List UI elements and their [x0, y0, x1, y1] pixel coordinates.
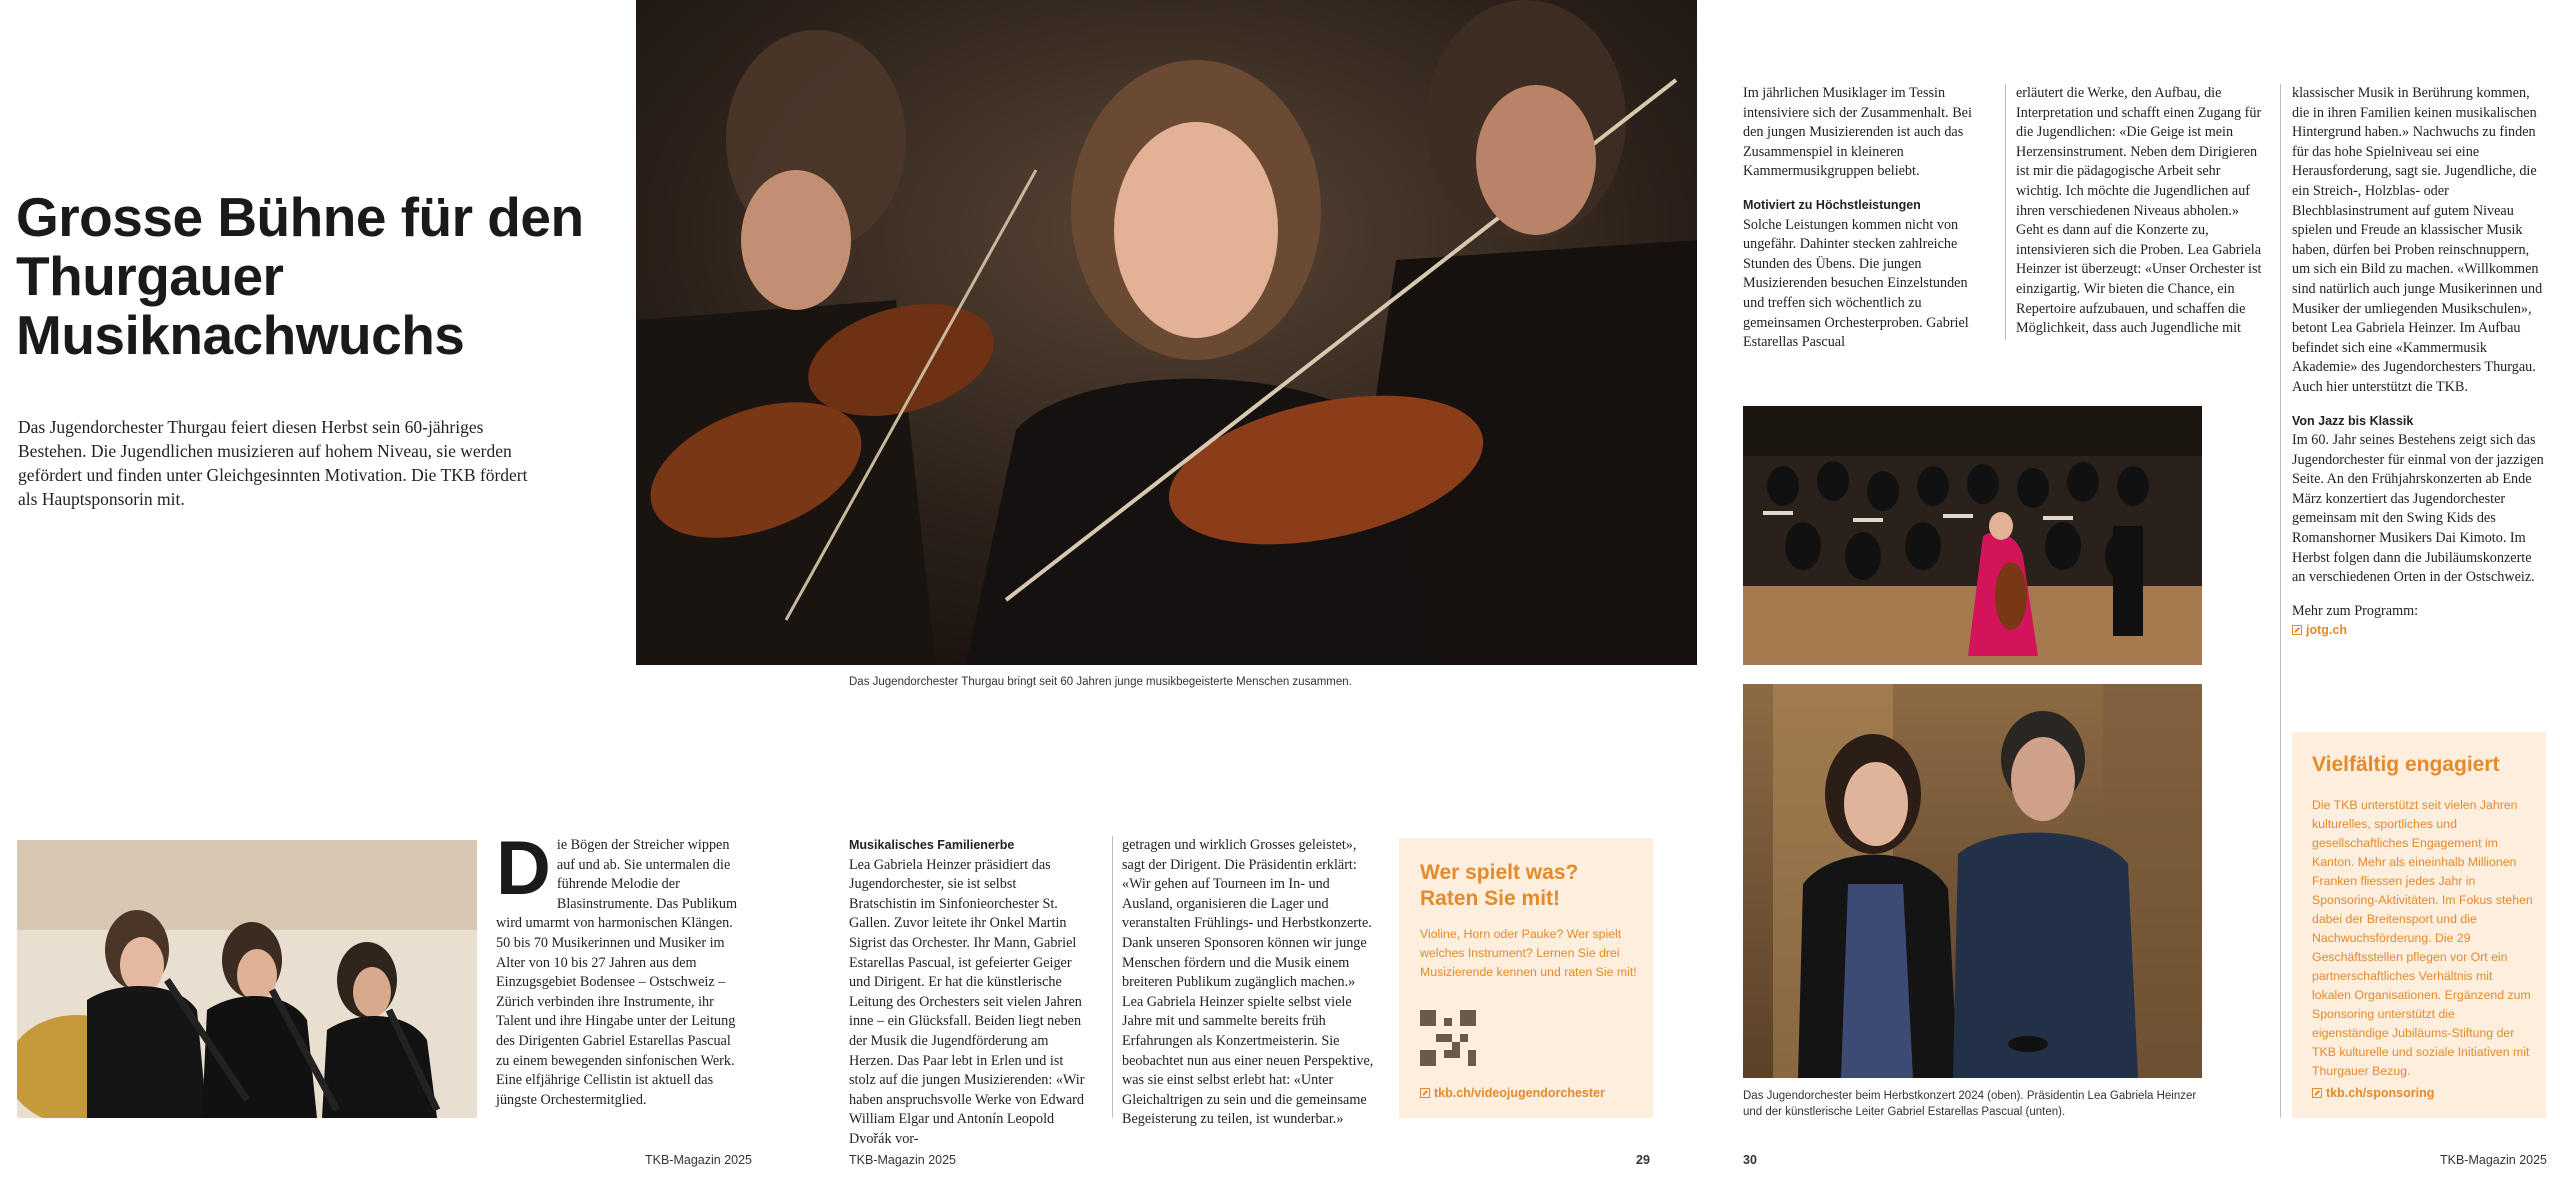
- body-column-5: [2016, 84, 2265, 339]
- heading-hoechstleistungen: Motiviert zu Höchstleistungen: [1743, 197, 1921, 212]
- footer-magazine-left: TKB-Magazin 2025: [645, 1153, 753, 1167]
- quiz-box-body: Violine, Horn oder Pauke? Wer spielt welches Instrument? Lernen Sie drei Musizierende kennen und raten Sie mit!: [1420, 927, 1637, 979]
- page-number-left: 29: [1636, 1153, 1650, 1167]
- body-column-6-text: klassischer Musik in Berührung kommen, die in ihren Familien keinen musikalischen Hintergrund haben.» Nachwuchs zu finden für das hohe Spielniveau sei eine Herausforderung, sagt sie. Jugendliche, die ein Streich-, Holzblas- oder Blechblasinstrument auf gutem Niveau spielen und Freude an klassischer Musik haben, dürfen bei Proben reinschnuppern, um sich ein Bild zu machen. «Willkommen sind natürlich auch junge Musikerinnen und Musiker der umliegenden Musikschulen», betont Lea Gabriela Heinzer. Im Aufbau befindet sich eine «Kammermusik Akademie» des Jugendorchesters Thurgau. Auch hier unterstützt die TKB.: [2292, 85, 2543, 395]
- body-column-4-text: Solche Leistungen kommen nicht von ungefähr. Dahinter stecken zahlreiche Stunden des Übens. Die jungen Musizierenden besuchen Einzelstunden und treffen sich wöchentlich zu gemeinsamen Orchesterproben. Gabriel Estarellas Pascual: [1743, 216, 1969, 351]
- heading-familienerbe: Musikalisches Familienerbe: [849, 838, 1015, 852]
- engaged-box-link-text[interactable]: tkb.ch/sponsoring: [2326, 1086, 2435, 1100]
- clarinet-photo: [17, 840, 477, 1118]
- body-column-4-intro: Im jährlichen Musiklager im Tessin intensiviere sich der Zusammenhalt. Bei den jungen Musizierenden ist auch das Zusammenspiel in kleineren Kammermusikgruppen beliebt.: [1743, 85, 1972, 180]
- main-photo-caption: Das Jugendorchester Thurgau bringt seit 60 Jahren junge musikbegeisterte Menschen zusammen.: [849, 676, 1352, 688]
- article-title: Grosse Bühne für den Thurgauer Musiknachwuchs: [16, 186, 584, 366]
- engaged-box-link[interactable]: [2312, 1086, 2434, 1100]
- body-column-1-text: ie Bögen der Streicher wippen auf und ab. Sie untermalen die führende Melodie der Blasinstrumente. Das Publikum wird umarmt von harmonischen Klängen. 50 bis 70 Musikerinnen und Musiker im Alter von 10 bis 27 Jahren aus dem Einzugsgebiet Bodensee – Ostschweiz – Zürich verbinden ihre Instrumente, ihr Talent und ihre Hingabe unter der Leitung des Dirigenten Gabriel Estarellas Pascual zu einem bewegenden sinfonischen Werk. Eine elfjährige Cellistin ist aktuell das jüngste Orchestermitglied.: [496, 837, 737, 1108]
- body-column-1: [496, 826, 738, 1110]
- article-lead: Das Jugendorchester Thurgau feiert diesen Herbst sein 60-jähriges Bestehen. Die Jugendlichen musizieren auf hohem Niveau, sie werden gefördert und finden unter Gleichgesinnten Motivation. Die TKB fördert als Hauptsponsorin mit.: [18, 417, 528, 509]
- column-divider: [1112, 836, 1113, 1118]
- footer-magazine-right: TKB-Magazin 2025: [2440, 1153, 2548, 1167]
- more-program-label: Mehr zum Programm:: [2292, 602, 2419, 619]
- body-column-5-text: erläutert die Werke, den Aufbau, die Interpretation und schafft einen Zugang für die Jugendlichen: «Die Geige ist mein Herzensinstrument. Neben dem Dirigieren ist mir die pädagogische Arbeit sehr wichtig. Ich möchte die Jugendlichen auf ihren verschiedenen Niveaus abholen.» Geht es dann auf die Konzerte zu, intensivieren sich die Proben. Lea Gabriela Heinzer ist überzeugt: «Unser Orchester ist einzigartig. Wir bieten die Chance, ein Repertoire aufzubauen, und schaffen die Möglichkeit, dass auch Jugendliche mit: [2016, 85, 2262, 337]
- right-photos-caption: Das Jugendorchester beim Herbstkonzert 2024 (oben). Präsidentin Lea Gabriela Heinzer und der künstlerische Leiter Gabriel Estarellas Pascual (unten).: [1743, 1090, 2197, 1118]
- external-link-icon: [1420, 1088, 1430, 1098]
- quiz-box-link-text[interactable]: tkb.ch/videojugendorchester: [1434, 1086, 1605, 1100]
- program-link-text[interactable]: jotg.ch: [2306, 623, 2347, 638]
- body-column-2: [849, 836, 1085, 1150]
- main-photo-violinists: [636, 0, 1697, 665]
- quiz-box-title: Wer spielt was? Raten Sie mit!: [1420, 861, 1579, 910]
- orchestra-concert-photo: [1743, 406, 2202, 665]
- program-link[interactable]: [2292, 621, 2544, 641]
- heading-jazz-klassik: Von Jazz bis Klassik: [2292, 413, 2414, 428]
- quiz-box: [1399, 838, 1653, 1118]
- body-column-2-text: Lea Gabriela Heinzer präsidiert das Jugendorchester, sie ist selbst Bratschistin im Sinfonieorchester St. Gallen. Zuvor leitete ihr Onkel Martin Sigrist das Orchester. Ihr Mann, Gabriel Estarellas Pascual, ist gefeierter Geiger und Dirigent. Er hat die künstlerische Leitung des Orchesters seit vielen Jahren inne – ein Glücksfall. Beiden liegt neben der Musik die Jugendförderung am Herzen. Das Paar lebt in Erlen und ist stolz auf die jungen Musizierenden: «Wir haben anspruchsvolle Werke von Edward William Elgar und Antonín Leopold Dvořák vor-: [849, 856, 1085, 1147]
- external-link-icon: [2292, 625, 2302, 635]
- footer-magazine-mid: TKB-Magazin 2025: [849, 1153, 957, 1167]
- body-column-6b-text: Im 60. Jahr seines Bestehens zeigt sich das Jugendorchester für einmal von der jazzigen Seite. An den Frühjahrskonzerten ab Ende März konzertiert das Jugendorchester gemeinsam mit den Swing Kids des Romanshorner Musikers Dai Kimoto. Im Herbst folgen dann die Jubiläumskonzerte an verschiedenen Orten in der Ostschweiz.: [2292, 432, 2544, 586]
- engaged-box-body: Die TKB unterstützt seit vielen Jahren kulturelles, sportliches und gesellschaftliches Engagement im Kanton. Mehr als eineinhalb Millionen Franken fliessen jedes Jahr in Sponsoring-Aktivitäten. Im Fokus stehen dabei der Breitensport und die Nachwuchsförderung. Die 29 Geschäftsstellen pflegen vor Ort ein partnerschaftliches Verhältnis mit lokalen Organisationen. Ergänzend zum Sponsoring unterstützt die eigenständige Jubiläums-Stiftung der TKB kulturelle und soziale Initiativen mit Thurgauer Bezug.: [2312, 798, 2533, 1078]
- engaged-box: [2292, 732, 2546, 1118]
- engaged-box-title: Vielfältig engagiert: [2312, 753, 2500, 776]
- body-column-6: [2292, 84, 2544, 641]
- body-column-3: [1122, 836, 1380, 1130]
- column-divider-right-2: [2280, 84, 2281, 1118]
- portrait-photo-heinzer-pascual: [1743, 684, 2202, 1078]
- qr-code-icon[interactable]: [1420, 1010, 1476, 1066]
- body-column-3-text: getragen und wirklich Grosses geleistet», sagt der Dirigent. Die Präsidentin erklärt: «Wir gehen auf Tourneen im In- und Ausland, organisieren die Lager und veranstalten Frühlings- und Herbstkonzerte. Dank unseren Sponsoren können wir junge Menschen fördern und die Musik einem breiteren Publikum zugänglich machen.» Lea Gabriela Heinzer spielte selbst viele Jahre mit und sammelte bereits früh Erfahrungen als Konzertmeisterin. Sie beobachtet nun aus einer neuen Perspektive, was sie einst selbst erlebt hat: «Unter Gleichaltrigen zu sein und die gemeinsame Begeisterung zu teilen, ist wunderbar.»: [1122, 837, 1374, 1128]
- column-divider-right-1: [2005, 84, 2006, 340]
- quiz-box-link[interactable]: [1420, 1086, 1605, 1100]
- external-link-icon: [2312, 1088, 2322, 1098]
- body-column-4: [1743, 84, 1991, 353]
- drop-cap: D: [496, 826, 551, 911]
- page-number-right: 30: [1743, 1153, 1757, 1167]
